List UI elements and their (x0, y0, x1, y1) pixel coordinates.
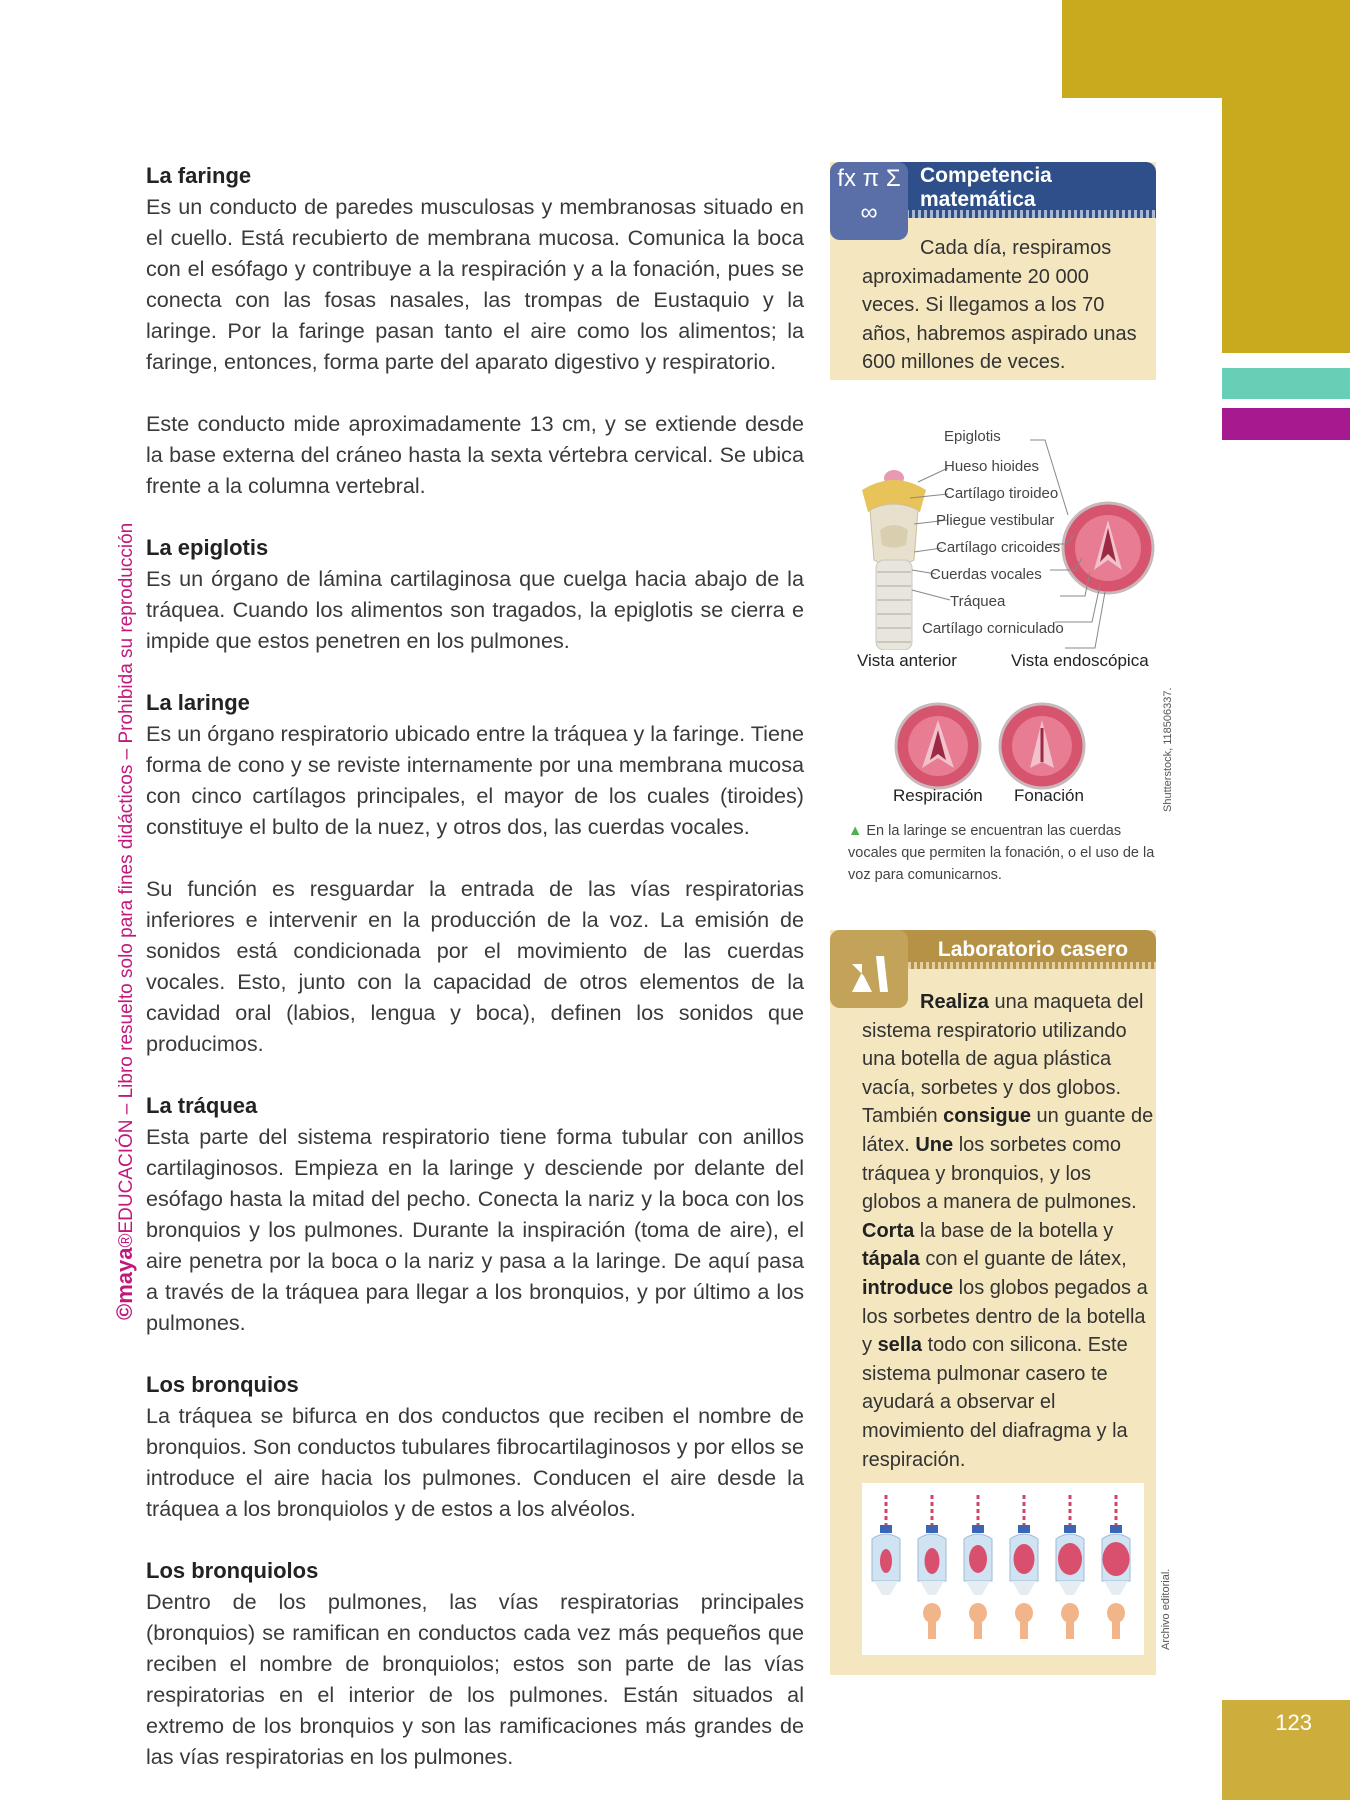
breathing-vocal-cords-illustration (896, 704, 980, 788)
math-box-text (862, 234, 1152, 377)
label-hueso-hioides: Hueso hioides (944, 458, 1040, 475)
lab-instruction-verb: Realiza (920, 991, 989, 1013)
math-box-title: Competencia matemática (920, 164, 1052, 211)
paragraph: Esta parte del sistema respiratorio tiene forma tubular con anillos cartilaginosos. Empieza en la laringe y desciende por delante del esófago hasta la mitad del pecho. Conecta la nariz y la boca con los bronquios y los pulmones. Durante la inspiración (toma de aire), el aire penetra por la boca o la nariz y pasa a la laringe. De aquí pasa a través de la tráquea para llegar a los bronquios, y por último a los pulmones. (146, 1124, 804, 1335)
bottle-model (1056, 1495, 1084, 1639)
label-vista-anterior: Vista anterior (857, 651, 957, 670)
section-title-bronquiolos: Los bronquiolos (146, 1558, 319, 1583)
figure-caption (848, 820, 1158, 886)
section-title-bronquios: Los bronquios (146, 1372, 299, 1397)
triangle-bullet-icon: ▲ (848, 823, 863, 839)
lab-instruction-verb: sella (877, 1334, 923, 1357)
phonation-vocal-cords-illustration (1000, 704, 1084, 788)
image-credit: Shutterstock, 118506337. (1162, 687, 1174, 812)
bottle-model (918, 1495, 946, 1639)
lab-header-stripes (908, 962, 1156, 969)
label-cuerdas-vocales: Cuerdas vocales (930, 566, 1042, 583)
lab-instruction-verb: consigue (943, 1105, 1031, 1128)
lung-model-illustration (862, 1483, 1144, 1655)
endoscopic-view-illustration (1063, 503, 1153, 593)
lab-instruction-verb: Corta (862, 1219, 915, 1242)
lab-box-text (862, 988, 1154, 1474)
bottle-model (872, 1495, 900, 1595)
brand-logo-text: ©maya (112, 1247, 137, 1320)
bottle-model (964, 1495, 992, 1639)
label-respiracion: Respiración (893, 786, 983, 805)
copyright-side-note (112, 523, 138, 1320)
page-number: 123 (1275, 1710, 1312, 1735)
decorative-bar-side (1222, 98, 1350, 353)
lab-figure-credit: Archivo editorial. (1160, 1568, 1172, 1650)
paragraph: La tráquea se bifurca en dos conductos que reciben el nombre de bronquios. Son conductos tubulares fibrocartilaginosos y por ellos se introduce el aire hacia los pulmones. Conducen el aire desde la tráquea a los bronquiolos y de estos a los alvéolos. (146, 1403, 804, 1521)
label-cartilago-cricoides: Cartílago cricoides (936, 539, 1061, 556)
lab-text-segment: un guante de látex. (862, 1105, 1154, 1156)
lab-text-segment: con el guante de látex, (919, 1248, 1127, 1271)
bottle-model (1102, 1495, 1130, 1639)
section-title-faringe: La faringe (146, 163, 252, 188)
section-title-epiglotis: La epiglotis (146, 535, 269, 560)
lab-instruction-verb: tápala (862, 1248, 920, 1271)
label-cartilago-tiroideo: Cartílago tiroideo (944, 485, 1059, 502)
paragraph: Este conducto mide aproximadamente 13 cm, y se extiende desde la base externa del cráneo hasta la sexta vértebra cervical. Se ubica frente a la columna vertebral. (146, 411, 804, 498)
lab-text-segment: una maqueta del sistema respiratorio utilizando una botella de agua plástica vacía, sorbetes y dos globos. También (862, 991, 1144, 1128)
lab-text-segment: los sorbetes como tráquea y bronquios, y los globos a manera de pulmones. (862, 1133, 1137, 1214)
lab-text-segment: la base de la botella y (914, 1219, 1114, 1242)
section-title-traquea: La tráquea (146, 1093, 258, 1118)
vocal-cords-views (890, 700, 1090, 792)
main-text-column (146, 160, 804, 1803)
lab-text-segment: los globos pegados a los sorbetes dentro de la botella y (862, 1276, 1148, 1357)
math-symbols-icon: fx π Σ ∞ (830, 162, 908, 240)
decorative-bar-magenta (1222, 408, 1350, 440)
section-title-laringe: La laringe (146, 690, 250, 715)
label-vista-endoscopica: Vista endoscópica (1011, 651, 1149, 670)
paragraph: Es un órgano de lámina cartilaginosa que cuelga hacia abajo de la tráquea. Cuando los alimentos son tragados, la epiglotis se cierra e impide que estos penetren en los pulmones. (146, 566, 804, 653)
larynx-diagram (850, 420, 1170, 650)
paragraph: Es un órgano respiratorio ubicado entre la tráquea y la faringe. Tiene forma de cono y se reviste internamente por una membrana mucosa con cinco cartílagos principales, el mayor de los cuales (tiroides) constituye el bulto de la nuez, y otros dos, las cuerdas vocales. (146, 721, 804, 839)
label-cartilago-corniculado: Cartílago corniculado (922, 620, 1064, 637)
lab-box-title: Laboratorio casero (937, 938, 1129, 961)
decorative-bar-top (1062, 0, 1350, 98)
label-epiglotis: Epiglotis (944, 428, 1001, 445)
side-note-text: ®EDUCACIÓN – Libro resuelto solo para fines didácticos – Prohibida su reproducción (116, 522, 137, 1248)
paragraph: Es un conducto de paredes musculosas y membranosas situado en el cuello. Está recubierto de membrana mucosa. Comunica la boca con el esófago y contribuye a la respiración y a la fonación, pues se conecta con las fosas nasales, las trompas de Eustaquio y la laringe. Por la faringe pasan tanto el aire como los alimentos; la faringe, entonces, forma parte del aparato digestivo y respiratorio. (146, 194, 804, 374)
decorative-bar-teal (1222, 368, 1350, 399)
lab-instruction-verb: Une (915, 1133, 954, 1156)
math-box-body: Cada día, respiramos aproximadamente 20 000 veces. Si llegamos a los 70 años, habremos aspirado unas 600 millones de veces. (862, 237, 1137, 373)
paragraph: Su función es resguardar la entrada de las vías respiratorias inferiores e intervenir en la producción de la voz. La emisión de sonidos está condicionada por el movimiento de las cuerdas vocales. Esto, junto con la capacidad de otros elementos de la cavidad oral (labios, lengua y boca), definen los sonidos que producimos. (146, 876, 804, 1056)
bottle-model (1010, 1495, 1038, 1639)
lab-text-segment: todo con silicona. Este sistema pulmonar casero te ayudará a observar el movimiento del diafragma y la respiración. (862, 1334, 1128, 1471)
label-fonacion: Fonación (1014, 786, 1084, 805)
label-traquea: Tráquea (950, 593, 1006, 610)
lab-instruction-verb: introduce (862, 1276, 954, 1299)
paragraph: Dentro de los pulmones, las vías respiratorias principales (bronquios) se ramifican en conductos cada vez más pequeños que reciben el nombre de bronquiolos; estos son parte de las vías respiratorias en el interior de los pulmones. Están situados al extremo de los bronquios y son las ramificaciones más grandes de las vías respiratorias en los pulmones. (146, 1589, 804, 1769)
label-pliegue-vestibular: Pliegue vestibular (936, 512, 1055, 529)
caption-text: En la laringe se encuentran las cuerdas vocales que permiten la fonación, o el uso de la voz para comunicarnos. (848, 823, 1155, 883)
